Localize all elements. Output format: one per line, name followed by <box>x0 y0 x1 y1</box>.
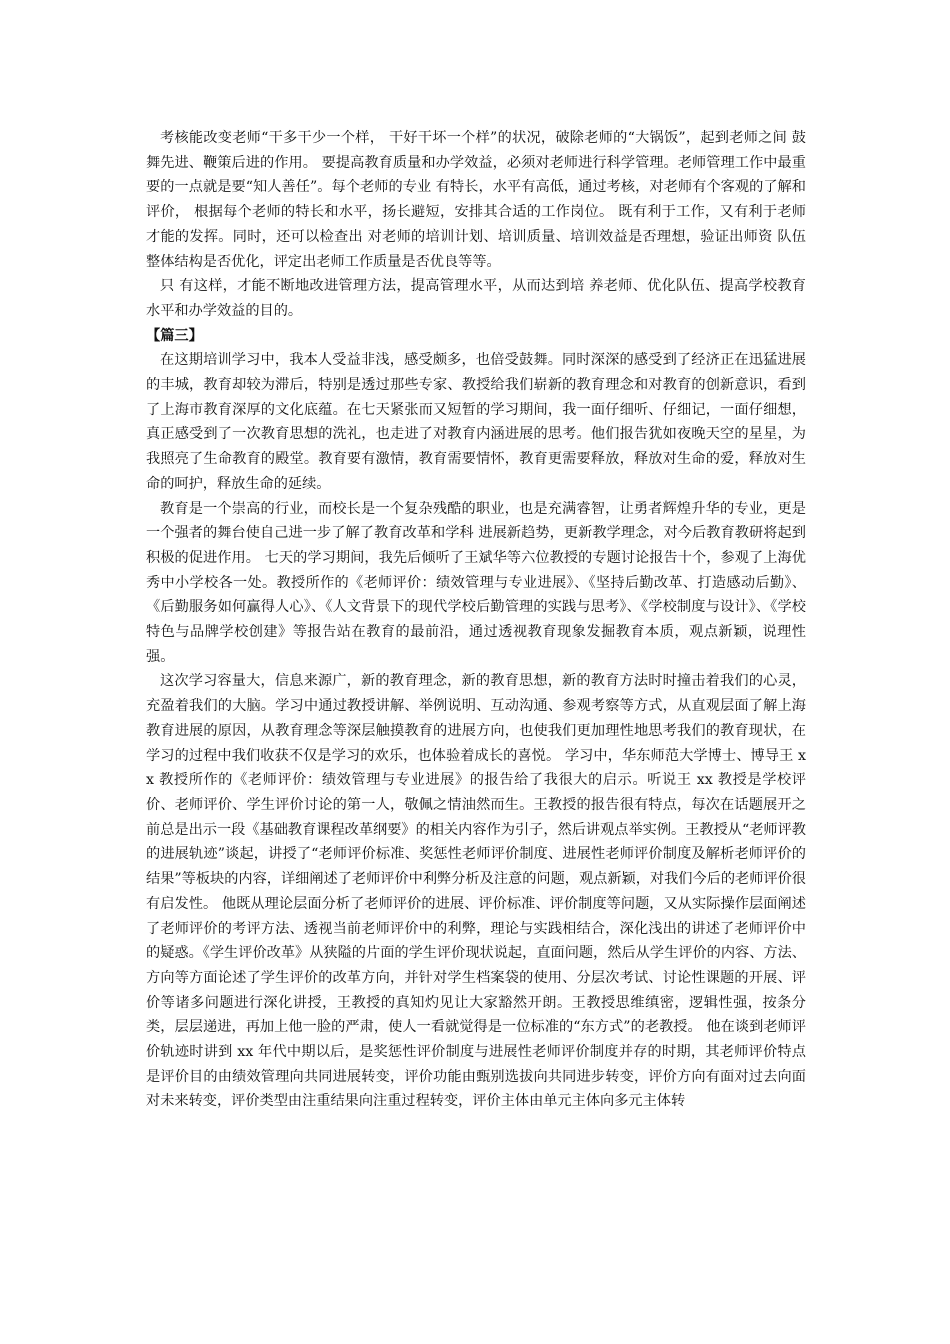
paragraph-training-impression: 在这期培训学习中，我本人受益非浅，感受颇多，也倍受鼓舞。同时深深的感受到了经济正在迅猛进展的丰城，教育却较为滞后，特别是透过那些专家、教授给我们崭新的教育理念和对教育的创新意识，看到了上海市教育深厚的文化底蕴。在七天紧张而又短暂的学习期间，我一面仔细听、仔细记，一面仔细想，真正感受到了一次教育思想的洗礼，也走进了对教育内涵进展的思考。他们报告犹如夜晚天空的星星，为我照亮了生命教育的殿堂。教育要有激情，教育需要情怀，教育更需要释放，释放对生命的爱，释放对生命的呵护，释放生命的延续。 <box>146 352 806 492</box>
section-heading: 【篇三】 <box>146 327 203 344</box>
paragraph-education-career: 教育是一个崇高的行业，而校长是一个复杂残酷的职业，也是充满睿智，让勇者辉煌升华的专业，更是一个强者的舞台使自己进一步了解了教育改革和学科 进展新趋势，更新教学理念，对今后教育教研将起到积极的促进作用。 七天的学习期间，我先后倾听了王斌华等六位教授的专题讨论报告十个，参观了上海优秀中小学校各一处。教授所作的《老师评价：绩效管理与专业进展》、《坚持后勤改革、打造感动后勤》、《后勤服务如何赢得人心》、《人文背景下的现代学校后勤管理的实践与思考》、《学校制度与设计》、《学校特色与品牌学校创建》等报告站在教育的最前沿，通过透视教育现象发掘教育本质，观点新颖，说理性强。 <box>146 500 806 665</box>
paragraph-learning-capacity: 这次学习容量大，信息来源广，新的教育理念，新的教育思想，新的教育方法时时撞击着我们的心灵，充盈着我们的大脑。学习中通过教授讲解、举例说明、互动沟通、参观考察等方式，从直观层面了解上海教育进展的原因，从教育理念等深层触摸教育的进展方向，也使我们更加理性地思考我们的教育现状，在学习的过程中我们收获不仅是学习的欢乐，也体验着成长的喜悦。 学习中，华东师范大学博士、博导王 xx 教授所作的《老师评价：绩效管理与专业进展》的报告给了我很大的启示。听说王 xx 教授是学校评价、老师评价、学生评价讨论的第一人，敬佩之情油然而生。王教授的报告很有特点，每次在话题展开之前总是出示一段《基础教育课程改革纲要》的相关内容作为引子，然后讲观点举实例。王教授从“老师评教 的进展轨迹”谈起，讲授了“老师评价标准、奖惩性老师评价制度、进展性老师评价制度及解析老师评价的结果”等板块的内容，详细阐述了老师评价中利弊分析及注意的问题，观点新颖，对我们今后的老师评价很有启发性。 他既从理论层面分析了老师评价的进展、评价标准、评价制度等问题，又从实际操作层面阐述了老师评价的考评方法、透视当前老师评价中的利弊，理论与实践相结合，深化浅出的讲述了老师评价中的疑惑。《学生评价改革》从狭隘的片面的学生评价现状说起，直面问题，然后从学生评价的内容、方法、方向等方面论述了学生评价的改革方向，并针对学生档案袋的使用、分层次考试、讨论性课题的开展、评价等诸多问题进行深化讲授，王教授的真知灼见让大家豁然开朗。王教授思维缜密，逻辑性强，按条分类，层层递进，再加上他一脸的严肃，使人一看就觉得是一位标准的“东方式”的老教授。 他在谈到老师评价轨迹时讲到 xx 年代中期以后，是奖惩性评价制度与进展性老师评价制度并存的时期，其老师评价特点是评价目的由绩效管理向共同进展转变，评价功能由甄别选拔向共同进步转变，评价方向有面对过去向面对未来转变，评价类型由注重结果向注重过程转变，评价主体由单元主体向多元主体转 <box>146 673 806 1110</box>
paragraph-assessment: 考核能改变老师“干多干少一个样， 干好干坏一个样”的状况，破除老师的“大锅饭”，起到老师之间 鼓舞先进、鞭策后进的作用。 要提高教育质量和办学效益，必须对老师进行科学管理。老师管理工作中最重要的一点就是要“知人善任”。每个老师的专业 有特长，水平有高低，通过考核，对老师有个客观的了解和评价， 根据每个老师的特长和水平，扬长避短，安排其合适的工作岗位。 既有利于工作，又有利于老师才能的发挥。同时，还可以检查出 对老师的培训计划、培训质量、培训效益是否理想，验证出师资 队伍整体结构是否优化，评定出老师工作质量是否优良等等。 <box>146 130 806 270</box>
paragraph-management-method: 只 有这样，才能不断地改进管理方法，提高管理水平，从而达到培 养老师、优化队伍、提高学校教育水平和办学效益的目的。 <box>146 278 806 319</box>
document-page <box>146 126 806 1114</box>
